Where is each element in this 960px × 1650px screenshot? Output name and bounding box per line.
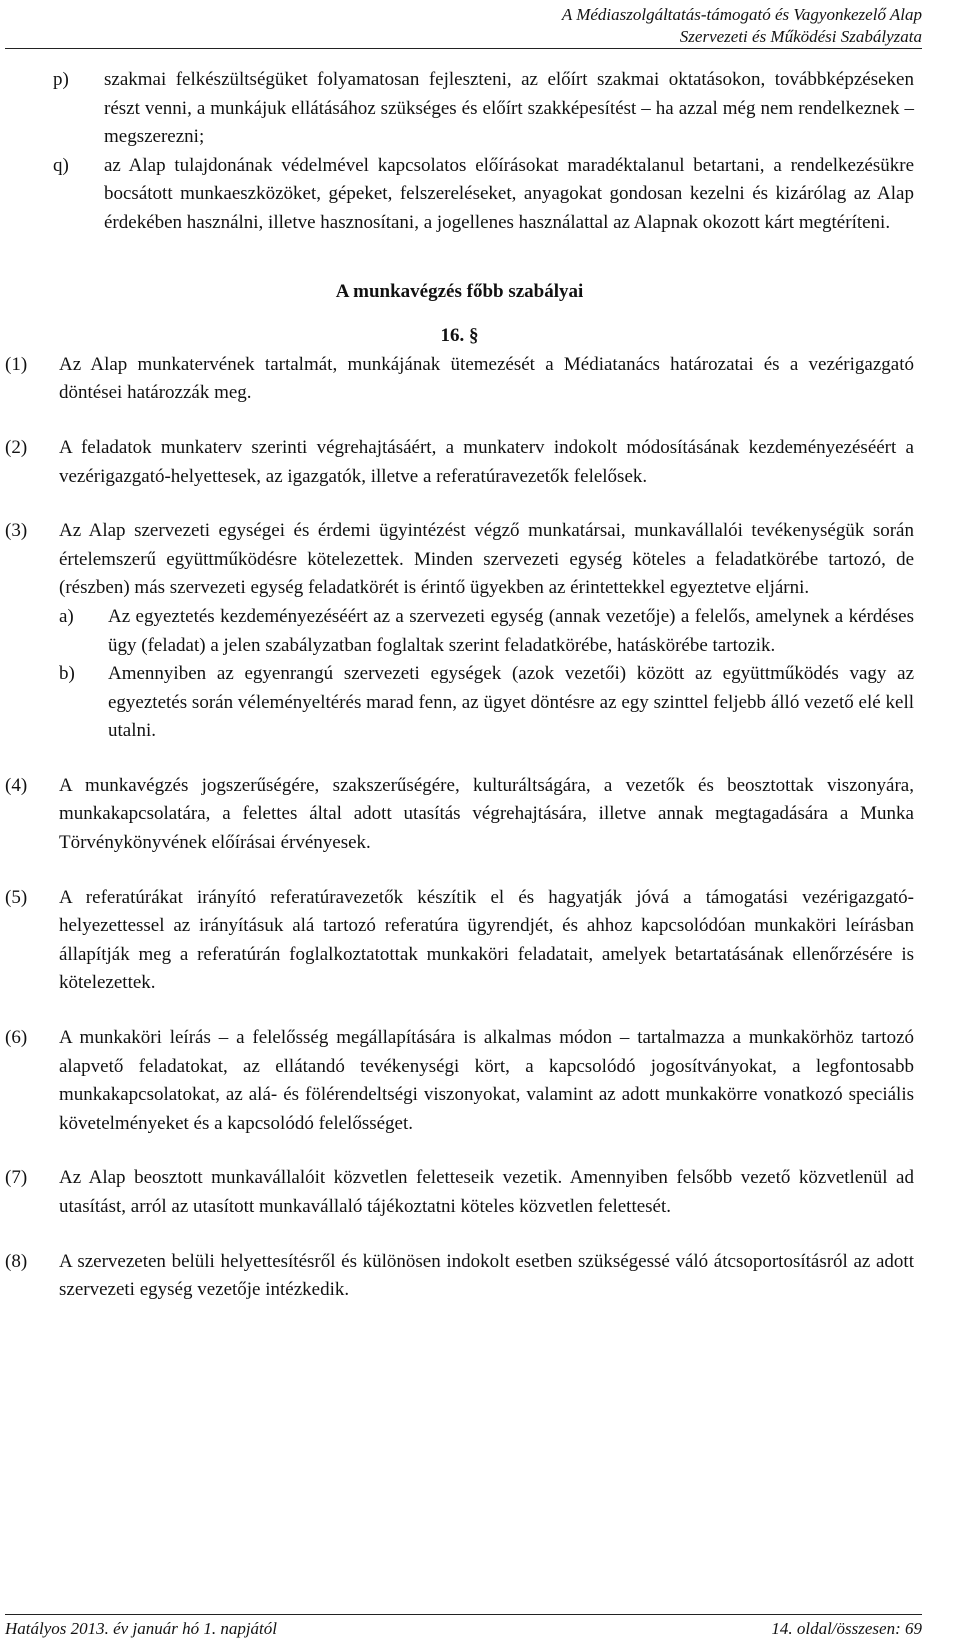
paragraph-text: A szervezeten belüli helyettesítésről és különösen indokolt esetben szükségessé váló átcsoportosításról az adott szervezeti egység vezetője intézkedik. [59,1250,914,1301]
paragraph-text: Az Alap szervezeti egységei és érdemi ügyintézést végző munkatársai, munkavállalói tevékenységük során értelemszerű együttműködésre kötelezettek. Minden szervezeti egység köteles a feladatkörébe tartozó, de (részben) más szervezeti egység feladatkörét is érintő ügyekben az érintettekkel egyeztetve eljárni. [59,520,914,599]
list-item [5,152,914,238]
document-body [5,66,914,1305]
paragraph-number: (3) [5,520,28,542]
paragraph [5,517,914,603]
paragraph [5,351,914,408]
paragraph [5,1164,914,1221]
paragraph-number: (5) [5,886,28,908]
paragraph-text: Az Alap beosztott munkavállalóit közvetlen feletteseik vezetik. Amennyiben felsőbb vezető közvetlenül ad utasítást, arról az utasított munkavállaló tájékoztatni köteles közvetlen felettesét. [59,1167,914,1217]
paragraph-number: (7) [5,1167,28,1189]
sub-item [5,660,914,746]
paragraph-text: A feladatok munkaterv szerinti végrehajtásáért, a munkaterv indokolt módosításának kezdeményezéséért a vezérigazgató-helyettesek, az igazgatók, illetve a referatúravezetők felelősek. [59,436,914,487]
list-item [5,66,914,152]
page-header [562,4,922,48]
header-divider [5,48,922,49]
sub-item-marker: a) [59,605,74,627]
paragraph-number: (6) [5,1027,28,1049]
paragraph [5,772,914,858]
page-footer [5,1618,922,1640]
paragraph [5,434,914,491]
paragraph-number: (2) [5,436,28,458]
paragraph-number: (8) [5,1250,28,1272]
paragraph-text: A munkavégzés jogszerűségére, szakszerűségére, kulturáltságára, a vezetők és beosztottak viszonyára, munkakapcsolatára, a felettes által adott utasítás végrehajtására, illetve annak megtagadására a Munka Törvénykönyvének előírásai érvényesek. [59,774,914,854]
list-item-marker: q) [53,154,69,176]
paragraph [5,1248,914,1305]
section-number: 16. § [440,325,479,347]
footer-page-number: 14. oldal/összesen: 69 [771,1619,922,1638]
paragraph-text: A referatúrákat irányító referatúravezetők készítik el és hagyatják jóvá a támogatási vezérigazgató-helyezettessel az irányításuk alá tartozó referatúra ügyrendjét, és ahhoz kapcsolódóan munkaköri leírásban állapítják meg a referatúrán foglalkoztatottak munkaköri feladatait, amelyek betartatásának ellenőrzésére is kötelezettek. [59,886,914,994]
header-subtitle: Szervezeti és Működési Szabályzata [679,27,922,46]
sub-item-text: Az egyeztetés kezdeményezéséért az a szervezeti egység (annak vezetője) a felelős, amelynek a kérdéses ügy (feladat) a jelen szabályzatban foglaltak szerint feladatkörébe, hatáskörébe tartozik. [108,605,914,656]
sub-item [5,603,914,660]
paragraph-text: A munkaköri leírás – a felelősség megállapítására is alkalmas módon – tartalmazza a munkakörhöz tartozó alapvető feladatokat, az ellátandó tevékenységi kört, a kapcsolódó jogosítványokat, a legfontosabb munkakapcsolatokat, az alá- és fölérendeltségi viszonyokat, valamint az adott munkakörre vonatkozó speciális követelményeket és a kapcsolódó felelősséget. [59,1027,914,1134]
paragraph [5,884,914,998]
sub-item-marker: b) [59,663,75,685]
paragraph-number: (1) [5,353,28,375]
section-heading: A munkavégzés főbb szabályai [335,280,584,302]
footer-effective-date: Hatályos 2013. év január hó 1. napjától [5,1619,277,1638]
list-item-text: szakmai felkészültségüket folyamatosan fejleszteni, az előírt szakmai oktatásokon, továbbképzéseken részt venni, a munkájuk ellátásához szükséges és előírt szakképesítést – ha azzal még nem rendelkeznek – megszerezni; [104,69,914,148]
footer-divider [5,1614,922,1615]
sub-item-text: Amennyiben az egyenrangú szervezeti egységek (azok vezetői) között az együttműködés vagy az egyeztetés során véleményeltérés marad fenn, az ügyet döntésre az egy szinttel feljebb álló vezető elé kell utalni. [108,663,914,742]
paragraph [5,1024,914,1138]
list-item-marker: p) [53,69,69,90]
paragraph-text: Az Alap munkatervének tartalmát, munkájának ütemezését a Médiatanács határozatai és a vezérigazgató döntései határozzák meg. [59,353,914,404]
paragraph-number: (4) [5,774,28,796]
list-item-text: az Alap tulajdonának védelmével kapcsolatos előírásokat maradéktalanul betartani, a rendelkezésükre bocsátott munkaeszközöket, gépeket, felszereléseket, anyagokat gondosan kezelni és kizárólag az Alap érdekében használni, illetve hasznosítani, a jogellenes használattal az Alapnak okozott kárt megtéríteni. [104,154,914,233]
header-title: A Médiaszolgáltatás-támogató és Vagyonkezelő Alap [561,5,922,24]
